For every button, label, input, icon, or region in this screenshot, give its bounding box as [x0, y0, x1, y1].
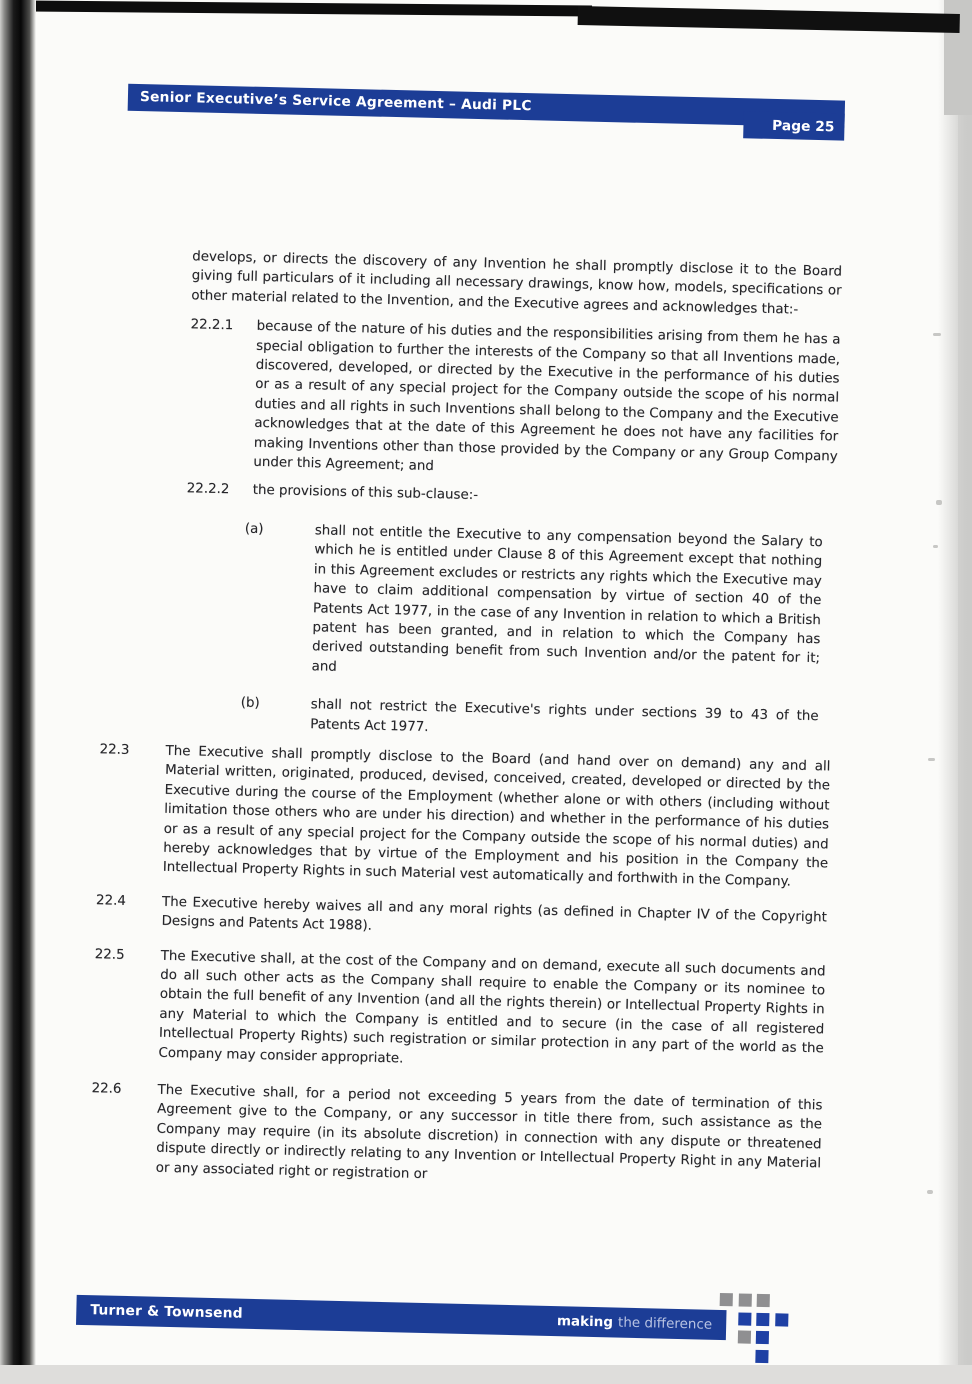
clause-text: The Executive shall, for a period not exceeding 5 years from the date of termination of this Agreement give to the Company, or any successor in title there from, such assistance as the Company may require (in its absolute discretion) in connection with any dispute or threatened dispute directly or indirectly relating to any Invention or Intellectual Property Right in any Material or any associated right or registration or	[155, 1082, 823, 1182]
footer-bar	[76, 1295, 727, 1340]
logo-square-gray	[720, 1293, 733, 1306]
logo-square-blue	[756, 1312, 769, 1325]
clause-number: 22.5	[94, 946, 125, 963]
logo-square-blue	[775, 1313, 788, 1326]
clause-text: shall not restrict the Executive's rights under sections 39 to 43 of the Patents Act 1977.	[310, 697, 819, 735]
clause-number: (a)	[244, 521, 264, 537]
page-number-badge: Page 25	[743, 111, 845, 140]
logo-square-empty	[774, 1331, 787, 1344]
clause-text: The Executive shall promptly disclose to the Board (and hand over on demand) any and all Material written, originated, produced, devised, conceived, created, developed or directed by the Executive during the course of the Employment (whether alone or with others (including without limitation those others who are under his direction) and whether in the performance of his duties or as a result of any special project for the Company outside the scope of his normal duties) and hereby acknowledges that by virtue of the Employment and his position in the Company the Intellectual Property Rights in such Material vest automatically and forthwith in the Company.	[162, 743, 831, 890]
logo-square-blue	[738, 1312, 751, 1325]
logo-square-gray	[738, 1293, 751, 1306]
clause-number: 22.6	[91, 1081, 122, 1097]
logo-square-gray	[757, 1294, 770, 1307]
tagline-rest: the difference	[617, 1314, 713, 1333]
turner-townsend-logo	[718, 1293, 788, 1363]
clause-row	[240, 694, 819, 746]
clause-number: (b)	[240, 695, 260, 712]
logo-square-blue	[755, 1349, 768, 1362]
logo-square-empty	[719, 1311, 732, 1324]
logo-square-blue	[756, 1331, 769, 1344]
logo-square-empty	[737, 1349, 750, 1362]
clause-number: 22.4	[95, 892, 127, 909]
clause-number: 22.3	[99, 742, 130, 758]
clause-text: The Executive hereby waives all and any moral rights (as defined in Chapter IV of the Copyright Designs and Patents Act 1988).	[161, 894, 827, 934]
document-title: Senior Executive’s Service Agreement – Audi PLC	[139, 89, 532, 115]
company-tagline	[557, 1313, 713, 1333]
header-bar	[128, 84, 845, 128]
tagline-bold: making	[556, 1313, 614, 1331]
clause-row	[95, 891, 827, 947]
intro-paragraph: develops, or directs the discovery of any Invention he shall promptly disclose it to the Board giving full particulars of it including all necessary drawings, know how, models, specifications or other material related to the Invention, and the Executive agrees and acknowledges that:-	[191, 249, 843, 318]
clause-row	[187, 315, 840, 486]
logo-square-empty	[718, 1348, 731, 1361]
clause-row	[92, 945, 826, 1079]
clause-text: because of the nature of his duties and the responsibilities arising from them he has a special obligation to further the interests of the Company so that all Inventions made, discovered, developed, or directed by the Executive in the performance of his duties or as a result of any special project for the Company outside the scope of his normal duties and all rights in such Inventions shall belong to the Company and the Executive acknowledges that at the date of this Agreement he does not have any facilities for making Inventions other than those provided by the Company or any Group Company under this Agreement; and	[253, 319, 841, 475]
clause-row	[241, 519, 822, 688]
clause-text: shall not entitle the Executive to any compensation beyond the Salary to which he is entitled under Clause 8 of this Agreement except that nothing in this Agreement excludes or restricts any rights which the Executive may have to claim additional compensation by virtue of section 40 of the Patents Act 1977, in the case of any Invention in relation to which a British patent has been granted, and in relation to which the Company has derived outstanding benefit from such Invention and/or the patent for it; and	[311, 523, 823, 675]
clause-text: the provisions of this sub-clause:-	[252, 483, 479, 504]
logo-square-empty	[775, 1294, 788, 1307]
clause-number: 22.2.2	[186, 481, 230, 498]
logo-square-empty	[719, 1330, 732, 1343]
clause-text: The Executive shall, at the cost of the Company and on demand, execute all such documents and do all such other acts as the Company shall require to enable the Company or its nominee to obtain the full benefit of any Invention (and all the rights therein) or Intellectual Property Rights in any Material to which the Company is entitled and to secure (in the case of all registered Intellectual Property Rights) such registration or similar protection in any part of the world as the Company may consider appropriate.	[158, 948, 826, 1067]
logo-square-gray	[737, 1330, 750, 1343]
clause-row	[186, 480, 836, 515]
company-name: Turner & Townsend	[90, 1302, 243, 1322]
clause-row	[97, 740, 831, 893]
clause-row	[90, 1079, 823, 1193]
clause-number: 22.2.1	[190, 317, 234, 334]
logo-square-empty	[774, 1350, 787, 1363]
document-body	[90, 245, 843, 1193]
